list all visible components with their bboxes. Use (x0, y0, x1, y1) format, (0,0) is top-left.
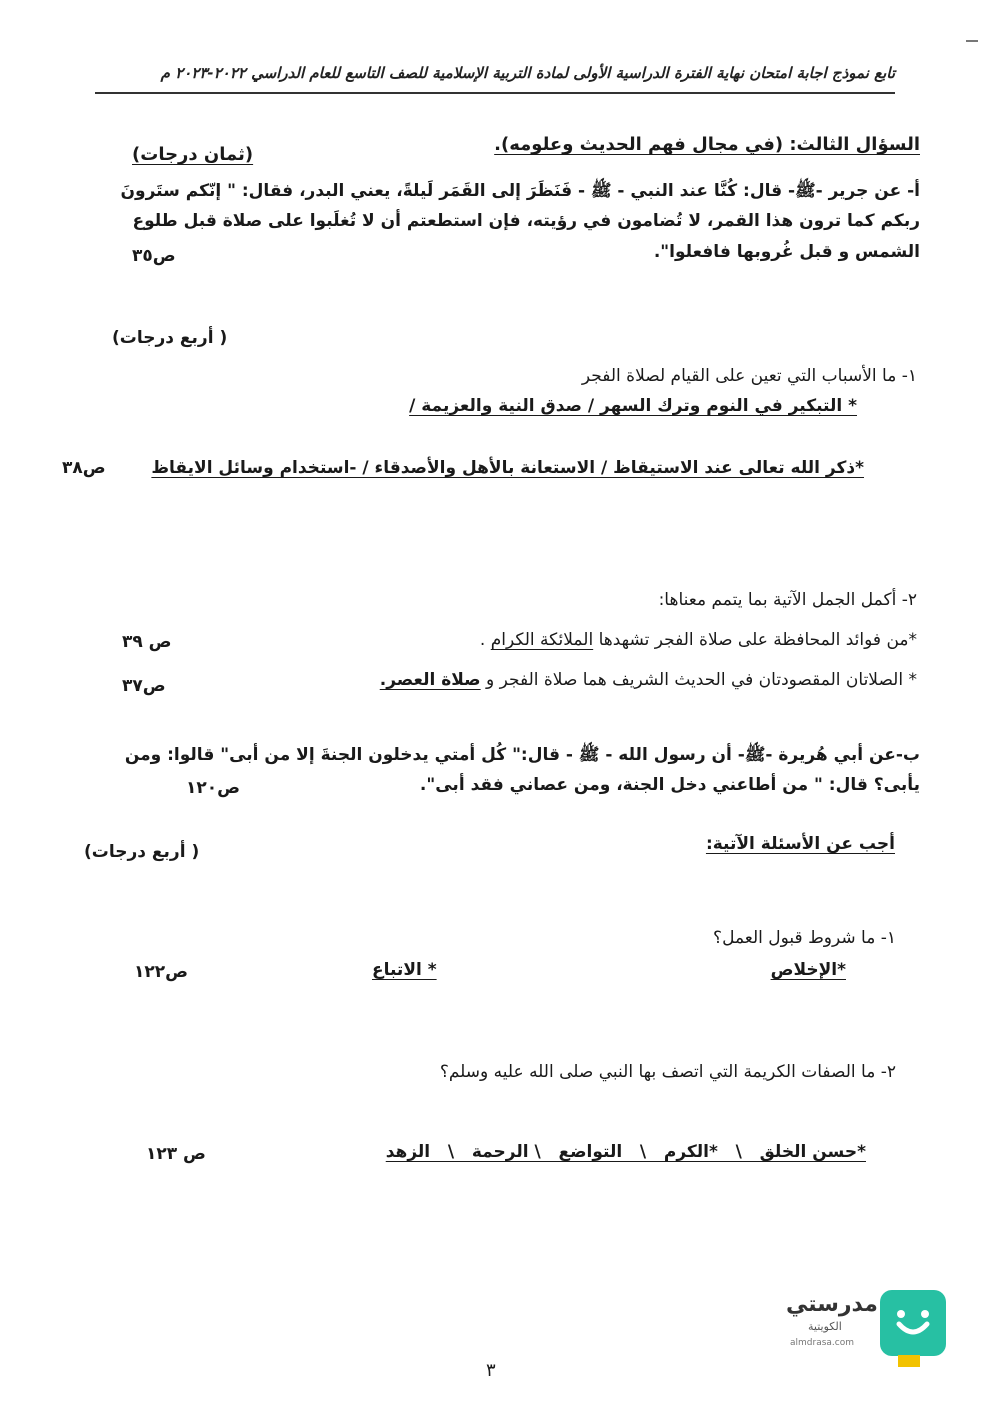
logo-name: مدرستي (786, 1292, 878, 1317)
logo-icon (880, 1290, 946, 1356)
answer-a1-line-2: *ذكر الله تعالى عند الاستيقاظ / الاستعانة بالأهل والأصدقاء / -استخدام وسائل الايقاظ (151, 458, 864, 478)
question-b1: ١- ما شروط قبول العمل؟ (713, 928, 896, 948)
marks-four-first: ( أربع درجات) (112, 328, 228, 348)
question-a1: ١- ما الأسباب التي تعين على القيام لصلاة الفجر (581, 366, 917, 386)
answer-b2: *حسن الخلق \ *الكرم \ التواضع \ الرحمة \ الزهد (385, 1142, 866, 1162)
sentence-2: * الصلاتان المقصودتان في الحديث الشريف هما صلاة الفجر و صلاة العصر. (379, 670, 917, 690)
page-number: ٣ (486, 1360, 496, 1381)
answer-a1-line-1: * التبكير في النوم وترك السهر / صدق النية والعزيمة / (409, 396, 857, 416)
question-three-title: السؤال الثالث: (في مجال فهم الحديث وعلومه). (494, 134, 920, 155)
question-three-marks: (ثمان درجات) (132, 144, 254, 165)
sentence-1-answer: الملائكة الكرام (490, 630, 594, 650)
hadith-a-line-2: ربكم كما ترون هذا القمر، لا تُضامون في رؤيته، فإن استطعتم أن لا تُغلَبوا على صلاة قبل طلوع (132, 211, 920, 231)
logo-site: almdrasa.com (790, 1338, 854, 1348)
hadith-a-line-3: الشمس و قبل غُروبها فافعلوا". (653, 242, 920, 262)
hadith-b-line-2: يأبى؟ قال: " من أطاعني دخل الجنة، ومن عصاني فقد أبى". (419, 775, 920, 795)
sentence-1-page-ref: ص ٣٩ (122, 632, 172, 652)
answer-b1-page-ref: ص١٢٢ (134, 962, 189, 982)
smile-icon (894, 1308, 932, 1338)
logo-subtitle: الكويتية (808, 1320, 842, 1333)
hadith-a-page-ref: ص٣٥ (132, 246, 176, 266)
question-b2: ٢- ما الصفات الكريمة التي اتصف بها النبي صلى الله عليه وسلم؟ (439, 1062, 896, 1082)
answer-following-title: أجب عن الأسئلة الآتية: (705, 834, 895, 854)
question-a2: ٢- أكمل الجمل الآتية بما يتمم معناها: (658, 590, 917, 610)
page-header: تابع نموذج اجابة امتحان نهاية الفترة الدراسية الأولى لمادة التربية الإسلامية للصف التاسع للعام الدراسي ٢٠٢٢-٢٠٢٣ م (160, 64, 895, 82)
bookmark-icon (898, 1355, 920, 1367)
hadith-b-line-1: ب-عن أبي هُريرة -ﷺ- أن رسول الله - ﷺ - قال:" كُل أمتي يدخلون الجنةَ إلا من أبى" قالوا: ومن (124, 745, 920, 765)
answer-a1-page-ref: ص٣٨ (62, 458, 106, 478)
sentence-2-answer: صلاة العصر. (379, 670, 481, 690)
marks-four-second: ( أربع درجات) (84, 842, 200, 862)
answer-b1-first: *الإخلاص (770, 960, 846, 980)
hadith-b-page-ref: ص١٢٠ (186, 778, 241, 798)
hadith-a-line-1: أ- عن جرير -ﷺ- قال: كُنَّا عند النبي - ﷺ - فَنَظَرَ إلى القَمَر لَيلةً، يعني البدر، فقال: " إنّكم ستَرونَ (120, 181, 920, 201)
answer-b1-second: * الاتباع (372, 960, 437, 980)
scan-mark (966, 40, 978, 42)
header-divider (95, 92, 895, 94)
sentence-2-page-ref: ص٣٧ (122, 676, 166, 696)
answer-b2-page-ref: ص ١٢٣ (146, 1144, 206, 1164)
sentence-1: *من فوائد المحافظة على صلاة الفجر تشهدها الملائكة الكرام . (479, 630, 917, 650)
